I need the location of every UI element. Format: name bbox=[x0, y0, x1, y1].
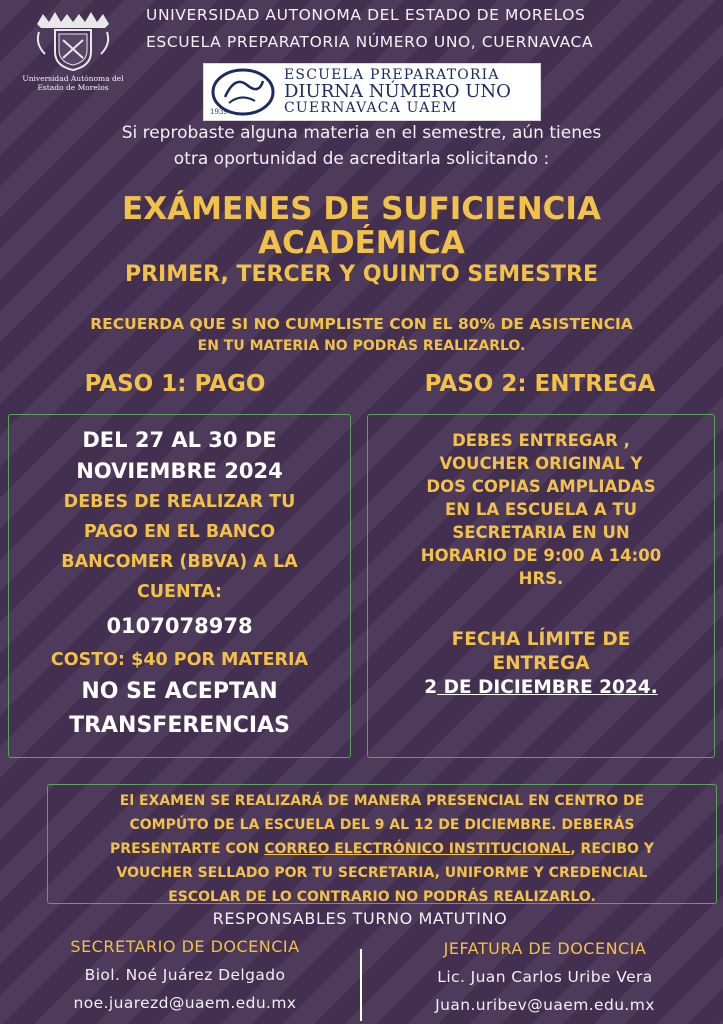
account-number: 0107078978 bbox=[106, 614, 253, 638]
step1-box bbox=[8, 414, 351, 758]
school-name: ESCUELA PREPARATORIA NÚMERO UNO, CUERNAVACA bbox=[146, 33, 594, 51]
university-name: UNIVERSIDAD AUTONOMA DEL ESTADO DE MORELOS bbox=[146, 6, 586, 24]
banner-line-1: ESCUELA PREPARATORIA bbox=[284, 67, 500, 83]
footer-divider bbox=[360, 949, 362, 1021]
uaem-crest-icon bbox=[33, 10, 113, 72]
banner-line-3: CUERNAVACA UAEM bbox=[284, 100, 458, 116]
deadline-label: FECHA LÍMITE DE ENTREGA bbox=[451, 629, 631, 674]
responsables-heading: RESPONSABLES TURNO MATUTINO bbox=[212, 909, 508, 928]
footer-right bbox=[370, 937, 720, 1018]
attendance-warning: RECUERDA QUE SI NO CUMPLISTE CON EL 80% DE ASISTENCIA EN TU MATERIA NO PODRÁS REALIZARLO. bbox=[90, 315, 633, 354]
step2-heading: PASO 2: ENTREGA bbox=[424, 371, 656, 397]
main-title: EXÁMENES DE SUFICIENCIA ACADÉMICA bbox=[122, 191, 601, 261]
secretario-email[interactable]: noe.juarezd@uaem.edu.mx bbox=[73, 994, 297, 1012]
footer-left bbox=[20, 935, 350, 1016]
jefatura-role: JEFATURA DE DOCENCIA bbox=[443, 939, 647, 958]
step2-box bbox=[367, 414, 715, 758]
prepa-emblem-icon bbox=[207, 67, 277, 117]
institutional-email-link: CORREO ELECTRÓNICO INSTITUCIONAL bbox=[264, 841, 571, 857]
secretario-role: SECRETARIO DE DOCENCIA bbox=[70, 937, 300, 956]
school-banner bbox=[203, 63, 541, 121]
uaem-logo bbox=[12, 10, 134, 100]
intro-text: Si reprobaste alguna materia en el semestre, aún tienes otra oportunidad de acreditarla solicitando : bbox=[121, 123, 602, 169]
payment-dates: DEL 27 AL 30 DE NOVIEMBRE 2024 bbox=[76, 428, 283, 483]
cost-text: COSTO: $40 POR MATERIA bbox=[50, 650, 309, 670]
logo-caption: Universidad Autónoma del Estado de Morelos bbox=[22, 74, 124, 92]
delivery-instructions: DEBES ENTREGAR , VOUCHER ORIGINAL Y DOS COPIAS AMPLIADAS EN LA ESCUELA A TU SECRETARIA EN UN HORARIO DE 9:00 A 14:00 HRS. bbox=[420, 431, 662, 588]
deadline-date: 2 DE DICIEMBRE 2024. bbox=[424, 677, 658, 698]
exam-info-text: El EXAMEN SE REALIZARÁ DE MANERA PRESENCIAL EN CENTRO DE COMPÚTO DE LA ESCUELA DEL 9 AL 12 DE DICIEMBRE. DEBERÁS PRESENTARTE CON CORREO ELECTRÓNICO INSTITUCIONAL, RECIBO Y VOUCHER SELLADO POR TU SECRETARIA, UNIFORME Y CREDENCIAL ESCOLAR DE LO CONTRARIO NO PODRÁS REALIZARLO. bbox=[110, 793, 654, 905]
exam-info-box bbox=[47, 784, 717, 904]
svg-text:1939: 1939 bbox=[210, 108, 228, 116]
secretario-name: Biol. Noé Juárez Delgado bbox=[84, 966, 286, 984]
no-transfers-text: NO SE ACEPTAN TRANSFERENCIAS bbox=[69, 679, 290, 738]
jefatura-name: Lic. Juan Carlos Uribe Vera bbox=[437, 968, 653, 986]
payment-instructions: DEBES DE REALIZAR TU PAGO EN EL BANCO BANCOMER (BBVA) A LA CUENTA: bbox=[61, 492, 298, 602]
step1-heading: PASO 1: PAGO bbox=[84, 371, 266, 397]
jefatura-email[interactable]: Juan.uribev@uaem.edu.mx bbox=[435, 996, 655, 1014]
subtitle: PRIMER, TERCER Y QUINTO SEMESTRE bbox=[124, 262, 599, 287]
banner-line-2: DIURNA NÚMERO UNO bbox=[284, 81, 511, 102]
